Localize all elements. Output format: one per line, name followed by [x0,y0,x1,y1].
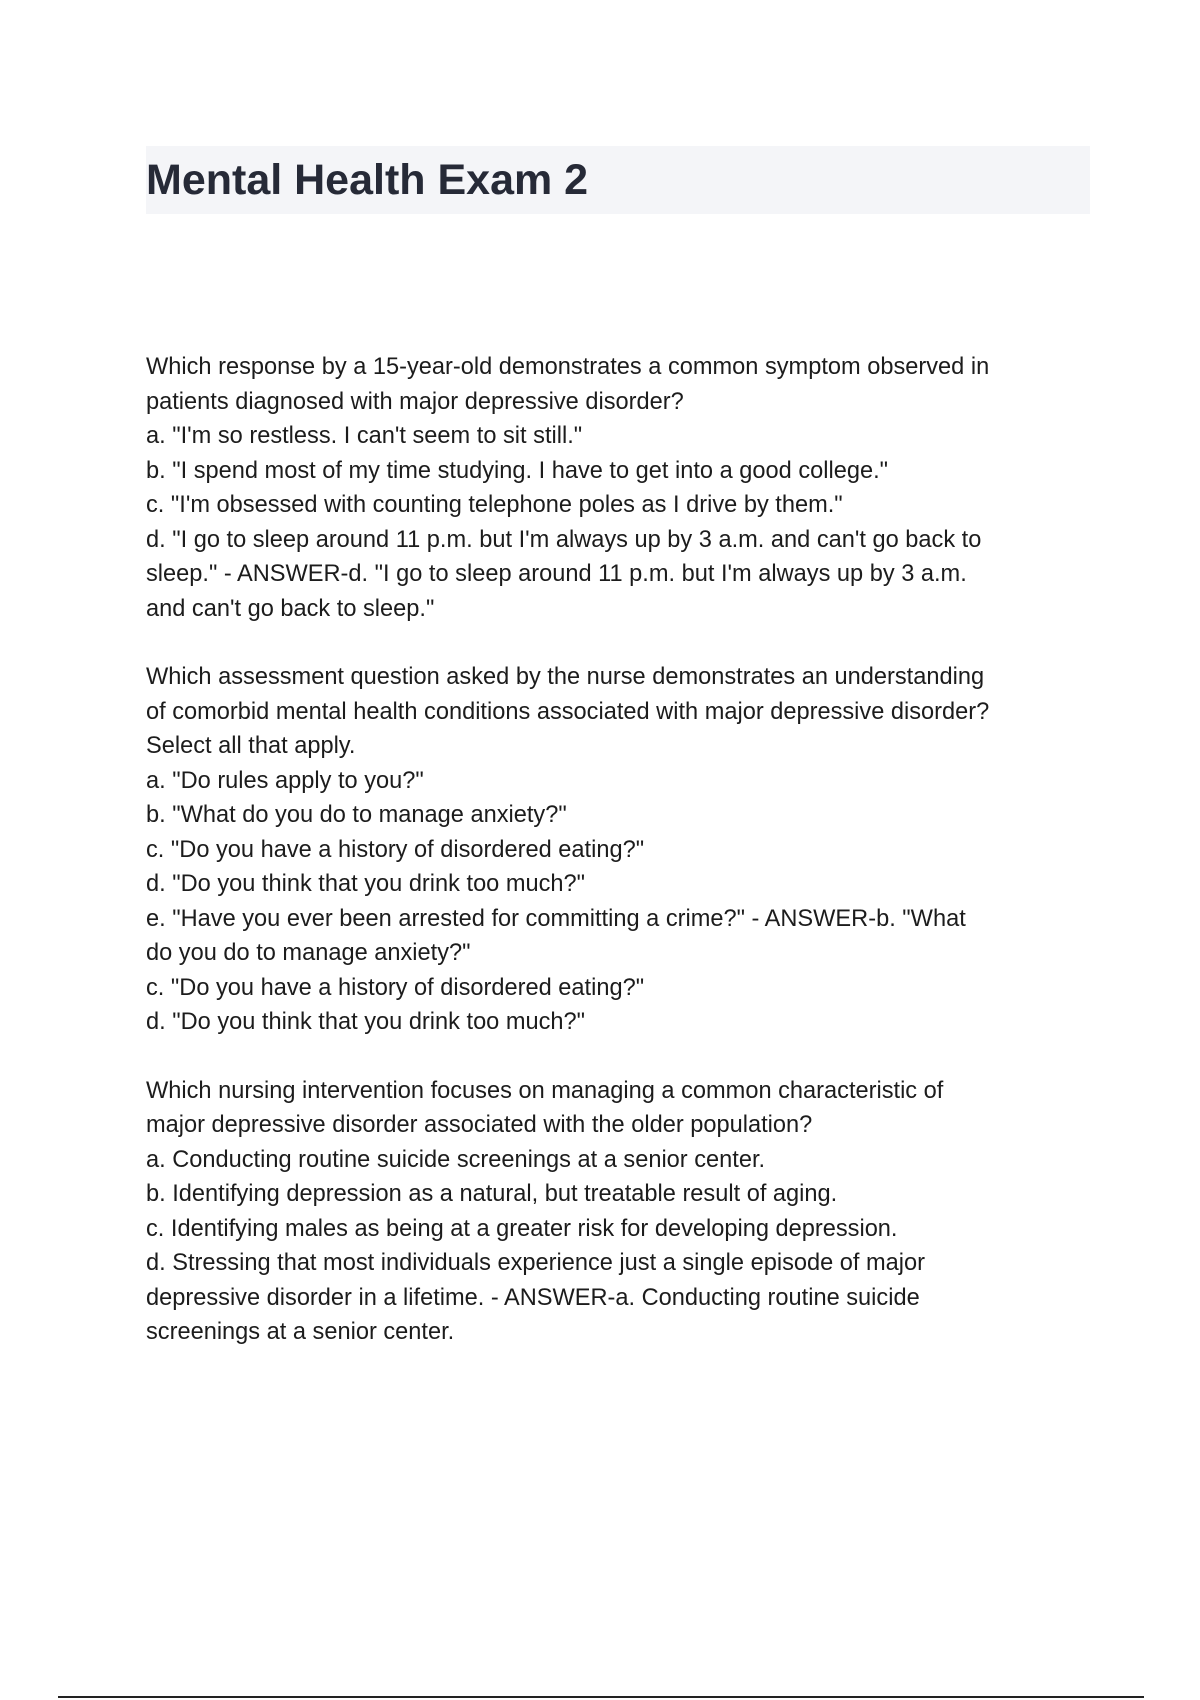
question-3-line: Which nursing intervention focuses on managing a common characteristic of [146,1077,944,1104]
answer-line: and can't go back to sleep." [146,595,435,622]
option-d: d. "I go to sleep around 11 p.m. but I'm always up by 3 a.m. and can't go back to [146,526,982,553]
question-1-line: Which response by a 15-year-old demonstrates a common symptom observed in [146,354,990,380]
option-a: a. Conducting routine suicide screenings at a senior center. [146,1146,766,1173]
option-d: d. "Do you think that you drink too much?" [146,871,586,897]
page-title: Mental Health Exam 2 [146,156,589,204]
option-c: c. "I'm obsessed with counting telephone poles as I drive by them." [146,492,843,518]
question-1 [146,350,1096,626]
question-2-line: Select all that apply. [146,733,356,759]
option-b: b. "What do you do to manage anxiety?" [146,802,567,828]
question-3 [146,1074,1096,1350]
question-2-line: of comorbid mental health conditions associated with major depressive disorder? [146,698,990,725]
answer-line: screenings at a senior center. [146,1319,455,1345]
question-1-line: patients diagnosed with major depressive disorder? [146,388,684,415]
option-a: a. "I'm so restless. I can't seem to sit still." [146,423,583,449]
answer-line: depressive disorder in a lifetime. - ANSWER-a. Conducting routine suicide [146,1284,920,1311]
option-c: c. "Do you have a history of disordered eating?" [146,836,645,863]
answer-line: c. "Do you have a history of disordered eating?" [146,974,645,1001]
title-banner [146,146,1090,214]
option-e: e. "Have you ever been arrested for committing a crime?" - ANSWER-b. "What [146,905,966,932]
option-d: d. Stressing that most individuals experience just a single episode of major [146,1250,926,1276]
document-body [146,350,1096,1384]
question-2 [146,660,1096,1040]
question-3-line: major depressive disorder associated with the older population? [146,1112,813,1138]
answer-line: do you do to manage anxiety?" [146,940,471,966]
question-2-line: Which assessment question asked by the nurse demonstrates an understanding [146,664,985,690]
option-b: b. "I spend most of my time studying. I have to get into a good college." [146,457,889,484]
option-b: b. Identifying depression as a natural, but treatable result of aging. [146,1181,838,1207]
option-c: c. Identifying males as being at a greater risk for developing depression. [146,1215,898,1242]
option-a: a. "Do rules apply to you?" [146,767,424,794]
answer-line: d. "Do you think that you drink too much?" [146,1009,586,1035]
answer-line: sleep." - ANSWER-d. "I go to sleep around 11 p.m. but I'm always up by 3 a.m. [146,561,967,587]
footer-divider [58,1696,1144,1698]
